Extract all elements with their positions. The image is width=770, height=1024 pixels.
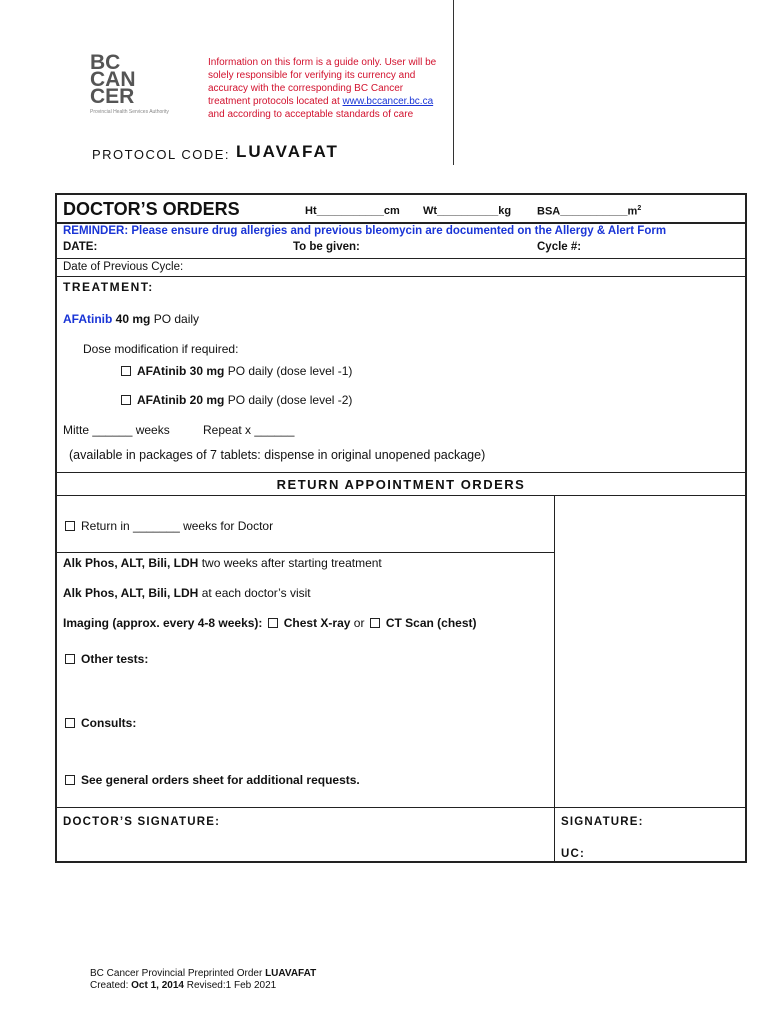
created-date: Oct 1, 2014	[131, 980, 184, 991]
ct-scan-option[interactable]: CT Scan (chest)	[385, 616, 477, 630]
general-orders-label: See general orders sheet for additional requests.	[81, 773, 360, 787]
logo-line-3: CER	[90, 85, 135, 108]
labs-two-weeks	[63, 556, 382, 570]
logo-tagline: Provincial Health Services Authority	[90, 109, 169, 115]
labs2-bold: Alk Phos, ALT, Bili, LDH	[63, 586, 199, 600]
height-field[interactable]: Ht___________cm	[305, 205, 400, 217]
footer-line-2	[90, 980, 316, 992]
labs1-rest: two weeks after starting treatment	[201, 556, 382, 570]
divider	[57, 807, 745, 808]
divider	[57, 258, 745, 259]
doctor-signature-label[interactable]: DOCTOR’S SIGNATURE:	[63, 816, 221, 828]
header-divider	[453, 0, 454, 165]
option1-drug: AFAtinib 30 mg	[137, 364, 225, 378]
consults-option[interactable]	[65, 716, 136, 730]
checkbox-icon[interactable]	[65, 718, 75, 728]
signature-label[interactable]: SIGNATURE:	[561, 816, 644, 828]
uc-label[interactable]: UC:	[561, 848, 586, 860]
mitte-field[interactable]: Mitte ______ weeks	[63, 423, 170, 437]
return-in-option[interactable]	[65, 519, 273, 533]
divider	[57, 472, 745, 473]
labs2-rest: at each doctor’s visit	[201, 586, 311, 600]
bsa-field[interactable]	[537, 205, 641, 218]
general-orders-option[interactable]	[65, 773, 360, 787]
treatment-heading: TREATMENT:	[63, 280, 154, 294]
previous-cycle-label[interactable]: Date of Previous Cycle:	[63, 261, 184, 273]
checkbox-icon[interactable]	[65, 521, 75, 531]
bsa-label: BSA___________m	[537, 205, 638, 218]
logo-line-2: CAN	[90, 68, 136, 91]
checkbox-icon[interactable]	[121, 366, 131, 376]
bc-cancer-logo	[90, 51, 200, 120]
protocol-code: LUAVAFAT	[236, 142, 339, 161]
orders-form	[55, 193, 747, 863]
doctors-orders-title: DOCTOR’S ORDERS	[63, 199, 240, 219]
return-heading: RETURN APPOINTMENT ORDERS	[276, 477, 526, 492]
revised-date: Revised:1 Feb 2021	[186, 980, 277, 991]
footer-text: BC Cancer Provincial Preprinted Order	[90, 968, 263, 979]
other-tests-option[interactable]	[65, 652, 148, 666]
protocol-code-label: PROTOCOL CODE:	[92, 147, 231, 162]
disclaimer-tail: and according to acceptable standards of care	[208, 109, 414, 120]
date-label[interactable]: DATE:	[63, 241, 98, 253]
weight-field[interactable]: Wt__________kg	[423, 205, 512, 217]
option2-drug: AFAtinib 20 mg	[137, 393, 225, 407]
imaging-row	[63, 616, 477, 630]
footer-line-1	[90, 968, 316, 980]
availability-note: (available in packages of 7 tablets: dispense in original unopened package)	[69, 448, 486, 462]
other-tests-label: Other tests:	[81, 652, 149, 666]
divider	[57, 495, 745, 496]
checkbox-icon[interactable]	[121, 395, 131, 405]
checkbox-icon[interactable]	[65, 775, 75, 785]
dose-level-1-option[interactable]	[121, 364, 352, 378]
logo-line-1: BC	[90, 51, 121, 74]
option1-rest: PO daily (dose level -1)	[227, 364, 353, 378]
imaging-label: Imaging (approx. every 4-8 weeks):	[63, 616, 263, 630]
bsa-superscript: 2	[637, 205, 642, 212]
to-be-given-label[interactable]: To be given:	[293, 241, 360, 253]
dose-mod-label: Dose modification if required:	[83, 342, 239, 356]
divider	[57, 222, 745, 224]
treatment-drug	[63, 312, 199, 326]
reminder-text: REMINDER: Please ensure drug allergies and previous bleomycin are documented on the Allergy & Alert Form	[63, 225, 667, 237]
chest-xray-option[interactable]: Chest X-ray	[283, 616, 351, 630]
drug-name: AFAtinib	[63, 312, 113, 326]
checkbox-icon[interactable]	[65, 654, 75, 664]
footer-code: LUAVAFAT	[265, 968, 317, 979]
labs-each-visit	[63, 586, 311, 600]
checkbox-icon[interactable]	[370, 618, 380, 628]
footer	[90, 968, 316, 992]
divider	[57, 276, 745, 277]
drug-dose: 40 mg	[115, 312, 151, 326]
divider	[57, 552, 554, 553]
return-in-text: Return in _______ weeks for Doctor	[81, 519, 274, 533]
disclaimer-text	[208, 56, 448, 121]
created-label: Created:	[90, 980, 129, 991]
repeat-field[interactable]: Repeat x ______	[203, 423, 295, 437]
checkbox-icon[interactable]	[268, 618, 278, 628]
disclaimer-body: Information on this form is a guide only. User will be solely responsible for verifying its currency and accuracy with the corresponding BC Cancer treatment protocols located at	[208, 57, 437, 107]
cycle-label[interactable]: Cycle #:	[537, 241, 582, 253]
dose-level-2-option[interactable]	[121, 393, 352, 407]
imaging-or: or	[353, 616, 365, 630]
labs1-bold: Alk Phos, ALT, Bili, LDH	[63, 556, 199, 570]
consults-label: Consults:	[81, 716, 137, 730]
option2-rest: PO daily (dose level -2)	[227, 393, 353, 407]
drug-route: PO daily	[153, 312, 200, 326]
bccancer-link[interactable]: www.bccancer.bc.ca	[342, 96, 434, 107]
